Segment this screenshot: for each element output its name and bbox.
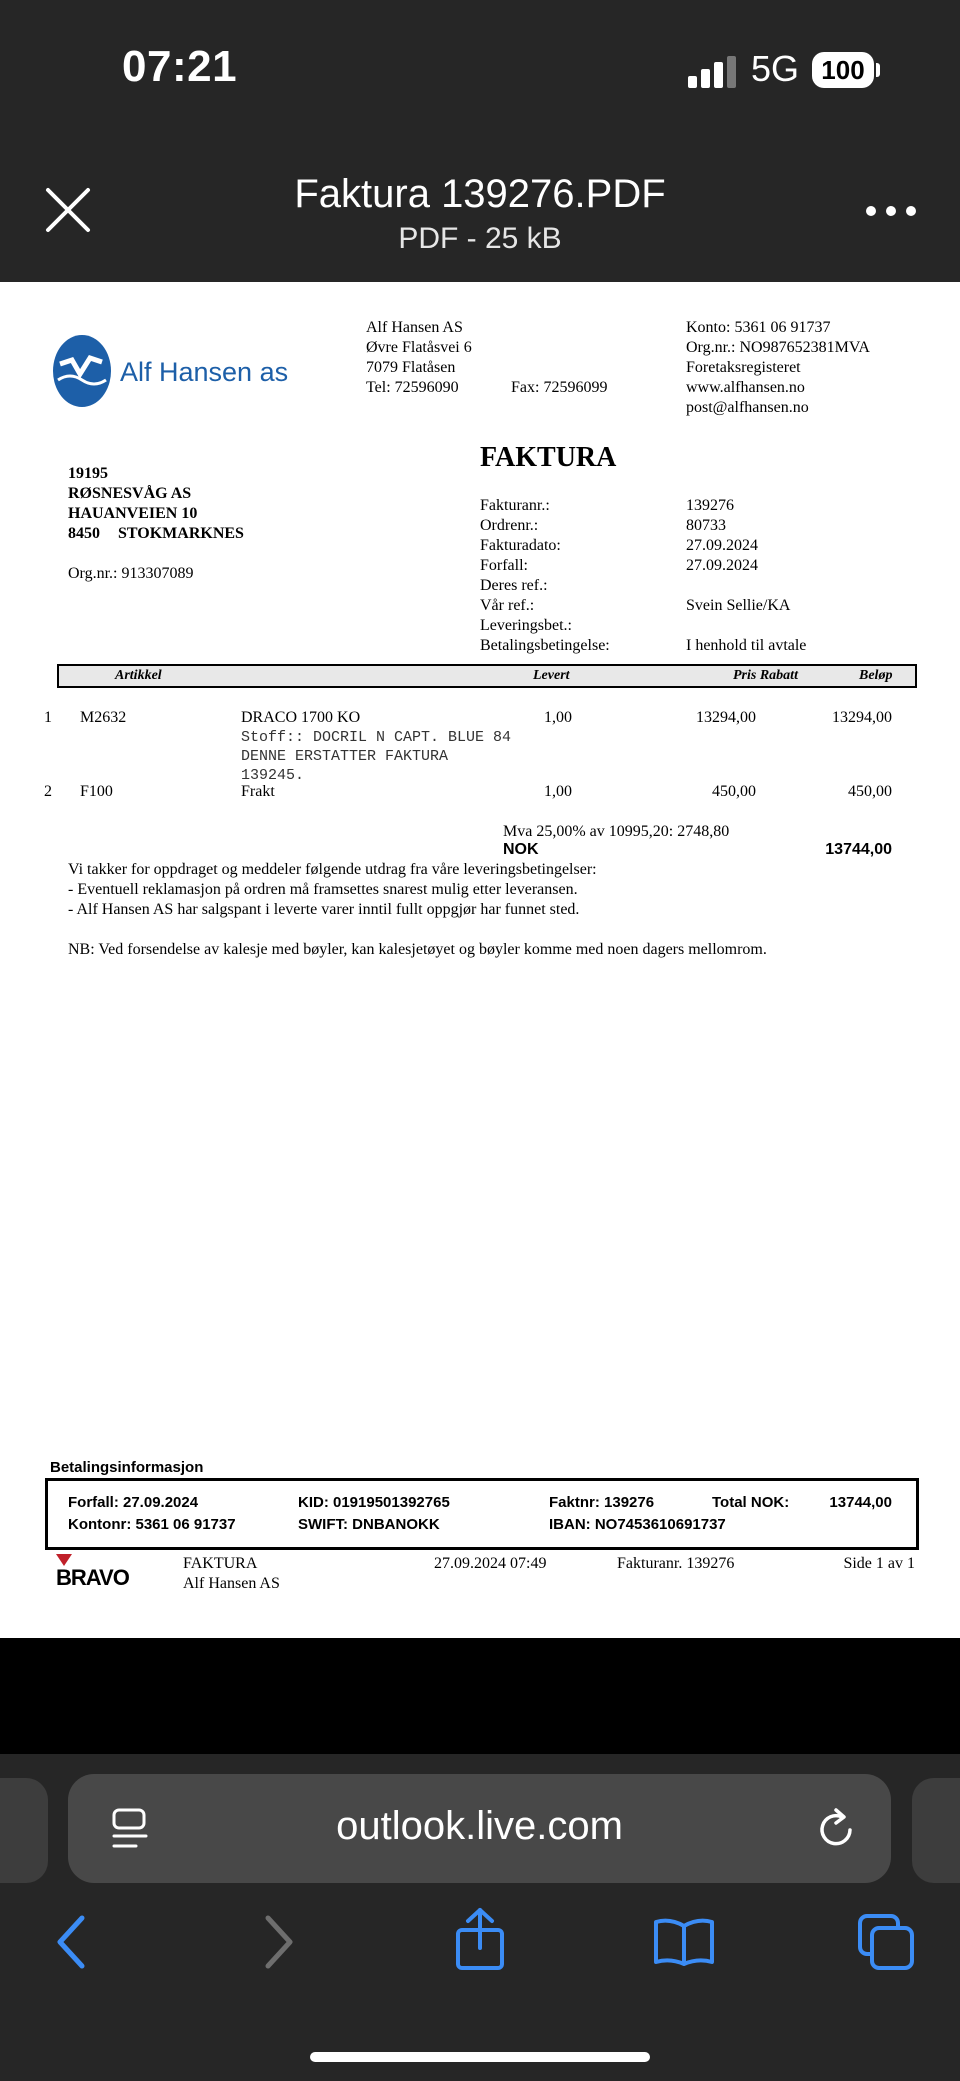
- tabs-icon[interactable]: [856, 1912, 916, 1972]
- back-icon[interactable]: [50, 1912, 94, 1972]
- network-label: 5G: [751, 48, 800, 89]
- share-icon[interactable]: [452, 1906, 508, 1972]
- column-delivered: Levert: [533, 668, 570, 683]
- line-note: DENNE ERSTATTER FAKTURA: [241, 748, 449, 765]
- company-orgnr: Org.nr.: NO987652381MVA: [686, 339, 870, 356]
- payment-heading: Betalingsinformasjon: [50, 1459, 204, 1476]
- bravo-logo-text: BRAVO: [56, 1565, 129, 1590]
- payment-iban: IBAN: NO7453610691737: [549, 1516, 726, 1533]
- meta-label: Leveringsbet.:: [480, 617, 572, 634]
- payment-swift: SWIFT: DNBANOKK: [298, 1516, 440, 1533]
- payment-box: [45, 1478, 919, 1550]
- line-note: Stoff:: DOCRIL N CAPT. BLUE 84: [241, 729, 512, 746]
- company-fax: Fax: 72596099: [511, 379, 608, 396]
- payment-total-label: Total NOK:: [712, 1494, 790, 1511]
- address-bar[interactable]: [68, 1774, 891, 1883]
- company-address2: 7079 Flatåsen: [366, 359, 456, 376]
- meta-label: Betalingsbetingelse:: [480, 637, 610, 654]
- company-name: Alf Hansen AS: [366, 319, 463, 336]
- meta-value: Svein Sellie/KA: [686, 597, 791, 614]
- customer-number: 19195: [68, 465, 108, 482]
- company-address1: Øvre Flatåsvei 6: [366, 339, 472, 356]
- customer-city: STOKMARKNES: [118, 525, 244, 542]
- column-article: Artikkel: [115, 668, 162, 683]
- line-items-header: [57, 664, 917, 688]
- status-time: 07:21: [122, 42, 238, 91]
- meta-label: Fakturadato:: [480, 537, 561, 554]
- meta-label: Fakturanr.:: [480, 497, 550, 514]
- payment-kid: KID: 01919501392765: [298, 1494, 450, 1511]
- terms-line: - Eventuell reklamasjon på ordren må framsettes snarest mulig etter leveransen.: [68, 881, 578, 898]
- footer-printed: 27.09.2024 07:49: [434, 1555, 547, 1572]
- more-options-icon[interactable]: [866, 204, 916, 218]
- meta-value: I henhold til avtale: [686, 637, 807, 654]
- line-price: 13294,00: [696, 709, 756, 726]
- meta-value: 27.09.2024: [686, 557, 758, 574]
- file-title: Faktura 139276.PDF: [294, 172, 666, 216]
- line-description: DRACO 1700 KO: [241, 709, 361, 726]
- previous-tab-preview[interactable]: [0, 1778, 48, 1883]
- payment-total-value: 13744,00: [829, 1494, 892, 1511]
- company-tel: Tel: 72596090: [366, 379, 459, 396]
- customer-street: HAUANVEIEN 10: [68, 505, 198, 522]
- viewer-background: [0, 1638, 960, 1754]
- company-email: post@alfhansen.no: [686, 399, 809, 416]
- vat-line: Mva 25,00% av 10995,20: 2748,80: [503, 823, 730, 840]
- meta-value: 139276: [686, 497, 734, 514]
- line-number: 1: [44, 709, 52, 726]
- company-logo-text: Alf Hansen as: [120, 357, 289, 387]
- company-konto: Konto: 5361 06 91737: [686, 319, 831, 336]
- battery-icon: 100: [812, 52, 874, 88]
- meta-label: Ordrenr.:: [480, 517, 539, 534]
- line-description: Frakt: [241, 783, 275, 800]
- meta-label: Deres ref.:: [480, 577, 548, 594]
- forward-icon[interactable]: [256, 1912, 300, 1972]
- file-subtitle: PDF - 25 kB: [398, 222, 562, 255]
- signal-icon: [688, 56, 740, 88]
- customer-name: RØSNESVÅG AS: [68, 485, 192, 502]
- payment-kontonr: Kontonr: 5361 06 91737: [68, 1516, 236, 1533]
- alf-hansen-logo-icon: [52, 334, 112, 408]
- terms-note: NB: Ved forsendelse av kalesje med bøyler, kan kalesjetøyet og bøyler komme med noen dagers mellomrom.: [68, 941, 767, 958]
- footer-page: Side 1 av 1: [843, 1555, 915, 1572]
- line-quantity: 1,00: [544, 783, 572, 800]
- payment-faktnr: Faktnr: 139276: [549, 1494, 655, 1511]
- url-text[interactable]: outlook.live.com: [336, 1804, 623, 1848]
- meta-label: Forfall:: [480, 557, 528, 574]
- meta-label: Vår ref.:: [480, 597, 535, 614]
- footer-invoice-ref: Fakturanr. 139276: [617, 1555, 735, 1572]
- column-amount: Beløp: [859, 668, 893, 683]
- line-price: 450,00: [712, 783, 756, 800]
- reload-icon[interactable]: [814, 1804, 858, 1852]
- company-web: www.alfhansen.no: [686, 379, 805, 396]
- line-code: F100: [80, 783, 113, 800]
- pdf-page: [0, 282, 960, 1638]
- terms-line: - Alf Hansen AS har salgspant i leverte varer inntil fullt oppgjør har funnet sted.: [68, 901, 580, 918]
- column-price-discount: Pris Rabatt: [733, 668, 798, 683]
- bookmarks-icon[interactable]: [652, 1916, 716, 1968]
- status-bar: [0, 0, 960, 144]
- customer-postcode: 8450: [68, 525, 100, 542]
- footer-company: Alf Hansen AS: [183, 1575, 280, 1592]
- home-indicator[interactable]: [310, 2052, 650, 2062]
- total-currency: NOK: [503, 841, 539, 858]
- total-amount: 13744,00: [825, 841, 892, 858]
- line-code: M2632: [80, 709, 127, 726]
- invoice-title: FAKTURA: [480, 442, 617, 473]
- battery-tip: [876, 63, 880, 77]
- line-amount: 450,00: [848, 783, 892, 800]
- footer-doc-type: FAKTURA: [183, 1555, 258, 1572]
- line-number: 2: [44, 783, 52, 800]
- viewer-header: [0, 144, 960, 282]
- next-tab-preview[interactable]: [912, 1778, 960, 1883]
- line-note: 139245.: [241, 767, 305, 784]
- line-amount: 13294,00: [832, 709, 892, 726]
- line-quantity: 1,00: [544, 709, 572, 726]
- payment-due: Forfall: 27.09.2024: [68, 1494, 199, 1511]
- customer-orgnr: Org.nr.: 913307089: [68, 565, 194, 582]
- company-register: Foretaksregisteret: [686, 359, 801, 376]
- meta-value: 80733: [686, 517, 726, 534]
- terms-line: Vi takker for oppdraget og meddeler følgende utdrag fra våre leveringsbetingelser:: [68, 861, 597, 878]
- meta-value: 27.09.2024: [686, 537, 758, 554]
